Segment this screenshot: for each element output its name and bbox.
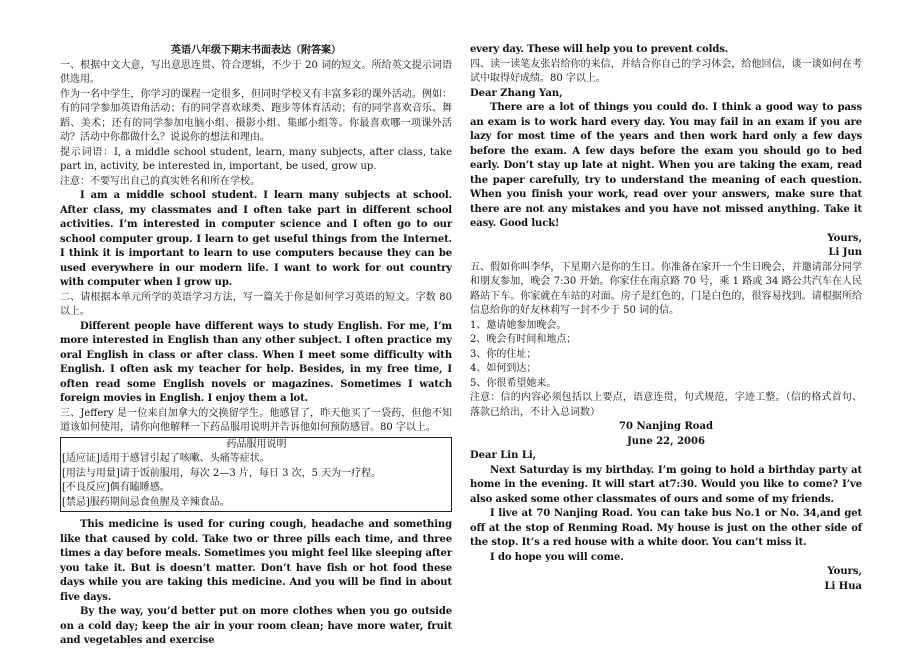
q2-answer: Different people have different ways to study English. For me, I’m more interested in English than any other subject. I often practice my oral English in class or after class. When I meet some difficulty with English. I often ask my teacher for help. Besides, in my free time, I often read some English novels or magazines. Sometimes I watch foreign movies in English. I enjoy them a lot.	[60, 320, 452, 404]
q3-answer-paragraph-2: By the way, you’d better put on more clothes when you go outside on a cold day; keep the air in your room clean; have more water, fruit and vegetables and exercise	[60, 606, 452, 646]
q4-greeting: Dear Zhang Yan,	[470, 87, 563, 99]
q5-point: 5、你很希望她来。	[470, 377, 557, 389]
q5-note: 注意：信的内容必须包括以上要点，语意连贯，句式规范，字迹工整。（信的格式首句、落款已给出，不计入总词数）	[470, 392, 862, 418]
q5-point: 4、如何到达；	[470, 363, 537, 374]
q5-closing: Yours,	[827, 566, 862, 577]
q5-greeting: Dear Lin Li,	[470, 450, 537, 461]
q5-signature: Li Hua	[824, 580, 862, 592]
q2-prompt: 二、请根据本单元所学的英语学习方法，写一篇关于你是如何学习英语的短文。字数 80 以上。	[60, 291, 452, 317]
box-line: [适应证]适用于感冒引起了咳嗽、头痛等症状。	[62, 453, 270, 464]
q1-answer: I am a middle school student. I learn many subjects at school. After class, my classmates and I often take part in different school activities. I’m interested in computer science and I often go to our school computer group. I learn to get useful things from the Internet. I think it is important to learn to use computers because they can be used everywhere in our modern life. I want to work for out country with computer when I grow up.	[60, 190, 452, 288]
medicine-instructions-box	[60, 437, 452, 513]
q5-point: 3、你的住址；	[470, 348, 537, 360]
q4-closing: Yours,	[827, 232, 862, 244]
letter-address: 70 Nanjing Road	[619, 421, 713, 432]
letter-date: June 22, 2006	[627, 435, 705, 447]
q3-prompt: 三、Jeffery 是一位来自加拿大的交换留学生。他感冒了，昨天他买了一袋药，但他不知道该如何使用，请你向他解释一下药品服用说明并告诉他如何预防感冒。80 字以上。	[60, 407, 452, 433]
q1-note: 注意：不要写出自己的真实姓名和所在学校。	[60, 175, 260, 187]
q3-answer-paragraph-1: This medicine is used for curing cough, headache and something like that caused by cold. Take two or three pills each time, and three times a day before meals. Sometimes you might feel like sleeping after you take it. But is doesn’t matter. Don’t have fish or hot food these days while you are taking this medicine. And you will be find in about five days.	[60, 519, 452, 603]
page-title: 英语八年级下期末书面表达（附答案）	[171, 45, 341, 56]
q1-description: 作为一名中学生，你学习的课程一定很多，但同时学校又有丰富多彩的课外活动。例如：有的同学参加英语角活动；有的同学喜欢球类、跑步等体育活动；有的同学喜欢音乐、舞蹈、美术；还有的同学参加电脑小组、摄影小组、集邮小组等。你最喜欢哪一项课外活动？活动中你都做什么？说说你的想法和理由。	[60, 88, 452, 143]
q5-letter-paragraph-3: I do hope you will come.	[490, 551, 624, 563]
q1-prompt: 一、根据中文大意，写出意思连贯、符合逻辑，不少于 20 词的短文。所给英文提示词语供选用。	[60, 59, 452, 85]
q5-letter-paragraph-1: Next Saturday is my birthday. I’m going to hold a birthday party at home in the evening. It will start at7:30. Would you like to come? I’ve also asked some other classmates of ours and some of my friends.	[470, 464, 862, 505]
left-column	[60, 44, 452, 649]
q4-letter-body: There are a lot of things you could do. I think a good way to pass an exam is to work hard every day. You may fail in an exam if you are lazy for most time of the years and then work hard only a few days before the exam. A few days before the exam you should go to bed early. Don’t stay up late at night. When you are taking the exam, read the paper carefully, try to understand the meaning of each question. When you finish your work, read over your answers, make sure that there are not any mistakes and you have not missed anything. Take it easy. Good luck!	[470, 102, 862, 229]
box-title: 药品服用说明	[226, 438, 287, 450]
q4-signature: Li Jun	[828, 247, 862, 258]
q5-point: 2、晚会有时间和地点；	[470, 334, 577, 345]
box-line: [禁忌]服药期间忌食鱼腥及辛辣食品。	[62, 496, 230, 508]
box-line: [不良反应]偶有瞌睡感。	[62, 482, 170, 493]
right-column	[470, 43, 862, 594]
q5-letter-paragraph-2: I live at 70 Nanjing Road. You can take bus No.1 or No. 34,and get off at the stop of Renming Road. My house is just on the other side of the stop. It’s a red house with a white door. You can’t miss it.	[470, 508, 862, 548]
q3-answer-continued: every day. These will help you to prevent colds.	[470, 44, 729, 55]
q1-hint: 提示词语：I, a middle school student, learn, many subjects, after class, take part in, activity, be interested in, important, be used, grow up.	[60, 146, 452, 172]
box-line: [用法与用量]请于饭前服用，每次 2—3 片，每日 3 次，5 天为一疗程。	[62, 467, 382, 479]
q4-prompt: 四、读一读笔友张岩给你的来信，并结合你自己的学习体会，给他回信，谈一谈如何在考试中取得好成绩。80 字以上。	[470, 58, 862, 84]
q5-point: 1、邀请她参加晚会。	[470, 319, 567, 331]
q5-prompt: 五、假如你叫李华，下星期六是你的生日。你准备在家开一个生日晚会，并邀请部分同学和朋友参加，晚会 7:30 开始。你家住在南京路 70 号，乘 1 路或 34 路公共汽车在人民路站下车。你家就在车站的对面。房子是红色的，门是白色的，很容易找到。请根据所给信息给你的好友林莉写一封不少于 50 词的信。	[470, 261, 862, 316]
